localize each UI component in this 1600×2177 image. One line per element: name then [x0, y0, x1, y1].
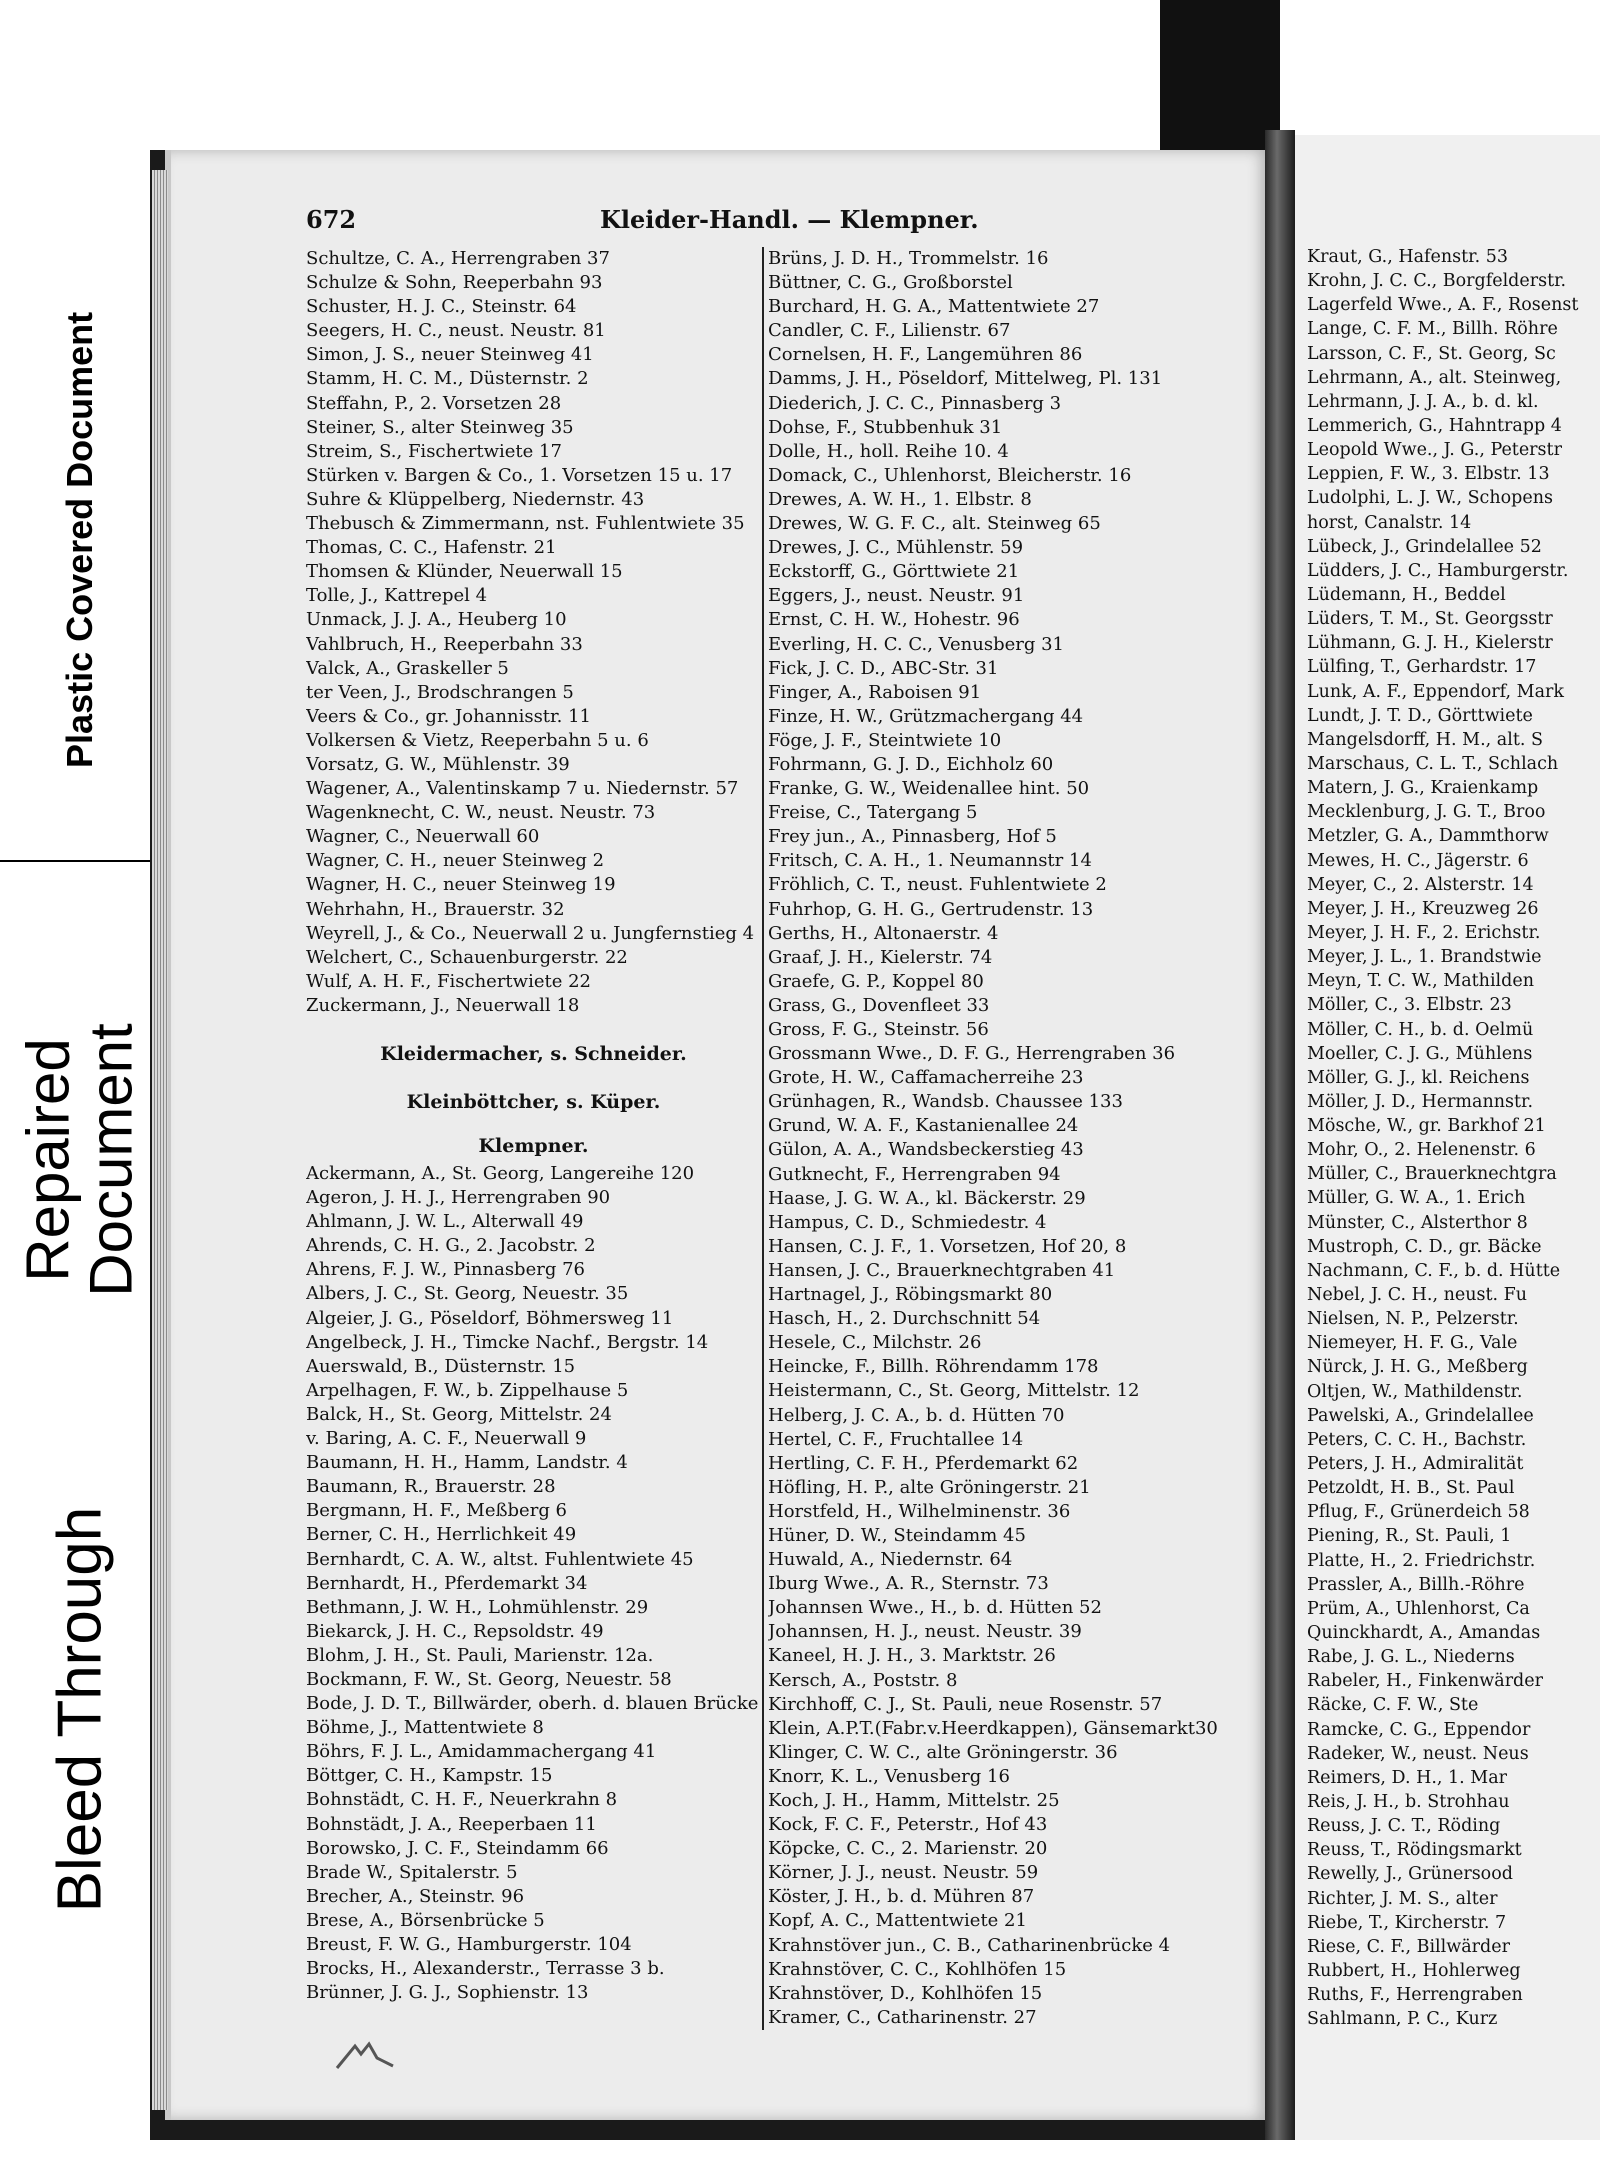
- directory-entry: Reuss, T., Rödingsmarkt: [1307, 1840, 1522, 1861]
- page-number: 672: [306, 205, 357, 234]
- entries-kleider: [306, 247, 761, 1018]
- directory-entry: Unmack, J. J. A., Heuberg 10: [306, 609, 567, 631]
- directory-entry: Huwald, A., Niedernstr. 64: [768, 1549, 1013, 1571]
- directory-entry: Lehrmann, J. J. A., b. d. kl.: [1307, 391, 1539, 412]
- directory-entry: Mohr, O., 2. Helenenstr. 6: [1307, 1140, 1536, 1161]
- bleed-through-text: Bleed Through: [45, 1507, 115, 1913]
- directory-entry: Brüns, J. D. H., Trommelstr. 16: [768, 248, 1049, 269]
- directory-entry: Kersch, A., Poststr. 8: [768, 1669, 958, 1691]
- directory-entry: Mecklenburg, J. G. T., Broo: [1307, 802, 1546, 823]
- directory-entry: Thebusch & Zimmermann, nst. Fuhlentwiete 35: [306, 513, 745, 535]
- repaired-line-1: Repaired: [15, 1038, 82, 1282]
- directory-entry: Pawelski, A., Grindelallee: [1307, 1405, 1534, 1426]
- directory-entry: Bernhardt, H., Pferdemarkt 34: [306, 1572, 588, 1594]
- directory-entry: Wagenknecht, C. W., neust. Neustr. 73: [306, 802, 656, 824]
- directory-entry: Balck, H., St. Georg, Mittelstr. 24: [306, 1403, 612, 1425]
- directory-entry: Lundt, J. T. D., Görttwiete: [1307, 705, 1533, 726]
- directory-entry: Riese, C. F., Billwärder: [1307, 1936, 1510, 1957]
- directory-entry: Frey jun., A., Pinnasberg, Hof 5: [768, 826, 1057, 848]
- directory-entry: Finze, H. W., Grützmachergang 44: [768, 705, 1084, 727]
- directory-entry: Sahlmann, P. C., Kurz: [1307, 2009, 1498, 2030]
- directory-entry: Ahlmann, J. W. L., Alterwall 49: [306, 1211, 584, 1233]
- directory-entry: Ackermann, A., St. Georg, Langereihe 120: [306, 1163, 695, 1184]
- directory-entry: Gutknecht, F., Herrengraben 94: [768, 1163, 1061, 1185]
- directory-entry: Meyer, J. H., Kreuzweg 26: [1307, 898, 1539, 919]
- directory-entry: Fröhlich, C. T., neust. Fuhlentwiete 2: [768, 874, 1107, 896]
- directory-entry: Fick, J. C. D., ABC-Str. 31: [768, 657, 999, 679]
- directory-entry: Leopold Wwe., J. G., Peterstr: [1307, 440, 1562, 461]
- scan-shadow-top: [1160, 0, 1280, 150]
- directory-entry: Müller, G. W. A., 1. Erich: [1307, 1188, 1526, 1209]
- plastic-covered-label: [0, 230, 160, 850]
- directory-entry: Biekarck, J. H. C., Repsoldstr. 49: [306, 1620, 604, 1642]
- directory-entry: Brocks, H., Alexanderstr., Terrasse 3 b.: [306, 1958, 665, 1980]
- directory-entry: Grote, H. W., Caffamacherreihe 23: [768, 1067, 1084, 1089]
- directory-entry: Schuster, H. J. C., Steinstr. 64: [306, 296, 577, 318]
- directory-entry: Möller, C., 3. Elbstr. 23: [1307, 995, 1512, 1016]
- directory-entry: Lagerfeld Wwe., A. F., Rosenst: [1307, 295, 1579, 316]
- repaired-document-label: [0, 960, 160, 1360]
- book-gutter: [1265, 130, 1295, 2140]
- directory-entry: Wulf, A. H. F., Fischertwiete 22: [306, 970, 591, 992]
- directory-entry: Meyn, T. C. W., Mathilden: [1307, 971, 1534, 992]
- directory-entry: Krahnstöver, C. C., Kohlhöfen 15: [768, 1958, 1067, 1980]
- directory-entry: Peters, J. H., Admiralität: [1307, 1454, 1524, 1475]
- directory-entry: Gross, F. G., Steinstr. 56: [768, 1019, 989, 1040]
- directory-entry: Larsson, C. F., St. Georg, Sc: [1307, 343, 1556, 364]
- directory-entry: Zuckermann, J., Neuerwall 18: [306, 994, 580, 1016]
- directory-entry: Mösche, W., gr. Barkhof 21: [1307, 1116, 1546, 1137]
- column-right: [1307, 245, 1600, 2031]
- directory-entry: Büttner, C. G., Großborstel: [768, 272, 1013, 294]
- directory-entry: Hampus, C. D., Schmiedestr. 4: [768, 1211, 1047, 1233]
- directory-entry: Auerswald, B., Düsternstr. 15: [306, 1355, 576, 1377]
- directory-entry: Everling, H. C. C., Venusberg 31: [768, 633, 1064, 655]
- directory-entry: Finger, A., Raboisen 91: [768, 681, 982, 703]
- directory-entry: Haase, J. G. W. A., kl. Bäckerstr. 29: [768, 1187, 1086, 1209]
- directory-entry: Kaneel, H. J. H., 3. Marktstr. 26: [768, 1645, 1056, 1667]
- directory-entry: Cornelsen, H. F., Langemühren 86: [768, 344, 1083, 366]
- directory-entry: Koch, J. H., Hamm, Mittelstr. 25: [768, 1790, 1060, 1811]
- directory-entry: Reuss, J. C. T., Röding: [1307, 1816, 1501, 1837]
- directory-entry: Pflug, F., Grünerdeich 58: [1307, 1502, 1530, 1523]
- directory-entry: Blohm, J. H., St. Pauli, Marienstr. 12a.: [306, 1644, 654, 1666]
- directory-entry: Welchert, C., Schauenburgerstr. 22: [306, 946, 628, 968]
- directory-entry: Riebe, T., Kircherstr. 7: [1307, 1912, 1507, 1933]
- directory-entry: Seegers, H. C., neust. Neustr. 81: [306, 320, 606, 342]
- directory-entry: Valck, A., Graskeller 5: [306, 657, 509, 679]
- directory-entry: Vorsatz, G. W., Mühlenstr. 39: [306, 753, 570, 775]
- directory-entry: Peters, C. C. H., Bachstr.: [1307, 1429, 1527, 1450]
- directory-entry: Weyrell, J., & Co., Neuerwall 2 u. Jungfernstieg 4: [306, 922, 755, 944]
- directory-entry: Heincke, F., Billh. Röhrendamm 178: [768, 1356, 1099, 1378]
- directory-entry: Bohnstädt, C. H. F., Neuerkrahn 8: [306, 1789, 618, 1811]
- directory-entry: Körner, J. J., neust. Neustr. 59: [768, 1862, 1039, 1884]
- directory-entry: Lülfing, T., Gerhardstr. 17: [1307, 657, 1537, 678]
- directory-entry: Wagner, H. C., neuer Steinweg 19: [306, 874, 616, 896]
- directory-entry: Kopf, A. C., Mattentwiete 21: [768, 1910, 1027, 1932]
- directory-entry: Nürck, J. H. G., Meßberg: [1307, 1357, 1528, 1378]
- directory-entry: Franke, G. W., Weidenallee hint. 50: [768, 778, 1090, 800]
- directory-entry: v. Baring, A. C. F., Neuerwall 9: [306, 1428, 587, 1450]
- directory-entry: Stürken v. Bargen & Co., 1. Vorsetzen 15 u. 17: [306, 464, 733, 486]
- directory-entry: Johannsen, H. J., neust. Neustr. 39: [768, 1621, 1082, 1643]
- directory-entry: Fuhrhop, G. H. G., Gertrudenstr. 13: [768, 898, 1094, 920]
- directory-entry: Drewes, W. G. F. C., alt. Steinweg 65: [768, 513, 1101, 535]
- directory-entry: Möller, G. J., kl. Reichens: [1307, 1067, 1530, 1088]
- section-kleidermacher: Kleidermacher, s. Schneider.: [380, 1043, 687, 1065]
- directory-entry: Prüm, A., Uhlenhorst, Ca: [1307, 1598, 1530, 1619]
- directory-entry: Nachmann, C. F., b. d. Hütte: [1307, 1260, 1561, 1281]
- directory-entry: Veers & Co., gr. Johannisstr. 11: [306, 705, 592, 727]
- directory-entry: Thomas, C. C., Hafenstr. 21: [306, 537, 557, 559]
- directory-entry: Metzler, G. A., Dammthorw: [1307, 826, 1549, 847]
- directory-entry: Nielsen, N. P., Pelzerstr.: [1307, 1309, 1519, 1330]
- entries-klempner-c: [1307, 245, 1600, 2031]
- directory-entry: Damms, J. H., Pöseldorf, Mittelweg, Pl. 131: [768, 368, 1163, 390]
- directory-entry: Ramcke, C. G., Eppendor: [1307, 1719, 1531, 1740]
- entries-klempner-a: [306, 1162, 761, 2005]
- directory-entry: Rubbert, H., Hohlerweg: [1307, 1960, 1521, 1981]
- directory-entry: Nebel, J. C. H., neust. Fu: [1307, 1285, 1528, 1306]
- directory-entry: Fohrmann, G. J. D., Eichholz 60: [768, 753, 1054, 775]
- directory-entry: Bode, J. D. T., Billwärder, oberh. d. blauen Brücke: [306, 1693, 759, 1715]
- directory-entry: Stamm, H. C. M., Düsternstr. 2: [306, 368, 589, 390]
- directory-entry: Böhme, J., Mattentwiete 8: [306, 1717, 544, 1739]
- directory-entry: horst, Canalstr. 14: [1307, 512, 1472, 533]
- directory-entry: Volkersen & Vietz, Reeperbahn 5 u. 6: [306, 729, 649, 751]
- directory-entry: Richter, J. M. S., alter: [1307, 1888, 1498, 1909]
- directory-entry: Wagener, A., Valentinskamp 7 u. Niedernstr. 57: [306, 778, 739, 800]
- directory-entry: Hesele, C., Milchstr. 26: [768, 1332, 982, 1354]
- directory-entry: Köpcke, C. C., 2. Marienstr. 20: [768, 1838, 1048, 1860]
- directory-entry: Prassler, A., Billh.-Röhre: [1307, 1574, 1525, 1595]
- directory-entry: Ernst, C. H. W., Hohestr. 96: [768, 609, 1020, 631]
- directory-entry: Lühmann, G. J. H., Kielerstr: [1307, 633, 1553, 654]
- directory-entry: Krohn, J. C. C., Borgfelderstr.: [1307, 271, 1567, 292]
- directory-entry: Piening, R., St. Pauli, 1: [1307, 1526, 1512, 1547]
- directory-entry: Drewes, J. C., Mühlenstr. 59: [768, 537, 1024, 559]
- directory-entry: Burchard, H. G. A., Mattentwiete 27: [768, 296, 1100, 318]
- directory-entry: Rabeler, H., Finkenwärder: [1307, 1671, 1543, 1692]
- directory-entry: Möller, J. D., Hermannstr.: [1307, 1091, 1534, 1112]
- directory-entry: Möller, C. H., b. d. Oelmü: [1307, 1019, 1534, 1040]
- directory-entry: Baumann, H. H., Hamm, Landstr. 4: [306, 1452, 628, 1474]
- directory-entry: Lübeck, J., Grindelallee 52: [1307, 536, 1542, 557]
- directory-entry: Brese, A., Börsenbrücke 5: [306, 1909, 545, 1931]
- directory-entry: Bethmann, J. W. H., Lohmühlenstr. 29: [306, 1596, 649, 1618]
- directory-entry: Hertel, C. F., Fruchtallee 14: [768, 1428, 1024, 1450]
- directory-entry: Räcke, C. F. W., Ste: [1307, 1695, 1479, 1716]
- directory-entry: Matern, J. G., Kraienkamp: [1307, 778, 1539, 799]
- directory-entry: Radeker, W., neust. Neus: [1307, 1743, 1529, 1764]
- directory-entry: Iburg Wwe., A. R., Sternstr. 73: [768, 1573, 1049, 1595]
- directory-entry: Klein, A.P.T.(Fabr.v.Heerdkappen), Gänsemarkt30: [768, 1717, 1218, 1739]
- directory-entry: Petzoldt, H. B., St. Paul: [1307, 1478, 1515, 1499]
- directory-entry: Eggers, J., neust. Neustr. 91: [768, 585, 1025, 607]
- directory-entry: Reis, J. H., b. Strohhau: [1307, 1792, 1510, 1812]
- directory-entry: Steffahn, P., 2. Vorsetzen 28: [306, 392, 562, 414]
- directory-entry: Fritsch, C. A. H., 1. Neumannstr 14: [768, 850, 1092, 872]
- directory-entry: Kirchhoff, C. J., St. Pauli, neue Rosenstr. 57: [768, 1693, 1163, 1715]
- directory-entry: Lüdemann, H., Beddel: [1307, 584, 1506, 605]
- directory-entry: Oltjen, W., Mathildenstr.: [1307, 1381, 1523, 1402]
- column-left: [306, 247, 761, 2005]
- directory-entry: Ludolphi, L. J. W., Schopens: [1307, 488, 1553, 509]
- directory-entry: Berner, C. H., Herrlichkeit 49: [306, 1524, 577, 1546]
- directory-entry: Bernhardt, C. A. W., altst. Fuhlentwiete 45: [306, 1548, 694, 1570]
- directory-entry: Angelbeck, J. H., Timcke Nachf., Bergstr. 14: [306, 1331, 709, 1353]
- directory-entry: Thomsen & Klünder, Neuerwall 15: [306, 561, 623, 583]
- directory-entry: Freise, C., Tatergang 5: [768, 802, 978, 824]
- directory-entry: Dohse, F., Stubbenhuk 31: [768, 416, 1003, 438]
- directory-entry: Ahrends, C. H. G., 2. Jacobstr. 2: [306, 1235, 596, 1257]
- directory-entry: Wehrhahn, H., Brauerstr. 32: [306, 898, 565, 920]
- directory-entry: Suhre & Klüppelberg, Niedernstr. 43: [306, 488, 645, 510]
- directory-entry: Hartnagel, J., Röbingsmarkt 80: [768, 1284, 1053, 1306]
- directory-entry: Schulze & Sohn, Reeperbahn 93: [306, 272, 603, 294]
- directory-entry: Dolle, H., holl. Reihe 10. 4: [768, 440, 1009, 462]
- directory-entry: Domack, C., Uhlenhorst, Bleicherstr. 16: [768, 464, 1132, 486]
- directory-entry: Heistermann, C., St. Georg, Mittelstr. 12: [768, 1380, 1140, 1402]
- directory-entry: Baumann, R., Brauerstr. 28: [306, 1476, 556, 1498]
- directory-entry: Meyer, J. H. F., 2. Erichstr.: [1307, 922, 1541, 943]
- directory-entry: Knorr, K. L., Venusberg 16: [768, 1765, 1010, 1787]
- directory-entry: Grass, G., Dovenfleet 33: [768, 994, 990, 1016]
- directory-entry: Hansen, J. C., Brauerknechtgraben 41: [768, 1259, 1116, 1281]
- directory-entry: Candler, C. F., Lilienstr. 67: [768, 320, 1011, 342]
- directory-entry: Ageron, J. H. J., Herrengraben 90: [306, 1187, 611, 1209]
- directory-entry: Simon, J. S., neuer Steinweg 41: [306, 344, 594, 366]
- directory-entry: Lange, C. F. M., Billh. Röhre: [1307, 319, 1558, 340]
- directory-entry: Diederich, J. C. C., Pinnasberg 3: [768, 392, 1062, 414]
- directory-entry: Borowsko, J. C. F., Steindamm 66: [306, 1837, 609, 1859]
- directory-entry: Höfling, H. P., alte Gröningerstr. 21: [768, 1476, 1091, 1498]
- directory-entry: Böhrs, F. J. L., Amidammachergang 41: [306, 1741, 657, 1763]
- directory-entry: Tolle, J., Kattrepel 4: [306, 585, 488, 607]
- directory-entry: Ahrens, F. J. W., Pinnasberg 76: [306, 1259, 585, 1281]
- entries-klempner-b: [768, 247, 1228, 2030]
- directory-entry: Mewes, H. C., Jägerstr. 6: [1307, 850, 1529, 871]
- page-header: Kleider-Handl. — Klempner.: [600, 205, 979, 234]
- directory-entry: Meyer, J. L., 1. Brandstwie: [1307, 947, 1542, 968]
- directory-entry: Steiner, S., alter Steinweg 35: [306, 416, 574, 438]
- right-page: [1295, 135, 1600, 2140]
- directory-entry: Moeller, C. J. G., Mühlens: [1307, 1043, 1533, 1064]
- directory-entry: Johannsen Wwe., H., b. d. Hütten 52: [768, 1597, 1102, 1619]
- directory-entry: Ruths, F., Herrengraben: [1307, 1985, 1523, 2006]
- directory-entry: Grund, W. A. F., Kastanienallee 24: [768, 1115, 1079, 1137]
- directory-entry: Münster, C., Alsterthor 8: [1307, 1212, 1528, 1233]
- directory-entry: Föge, J. F., Steintwiete 10: [768, 729, 1002, 751]
- directory-entry: Klinger, C. W. C., alte Gröningerstr. 36: [768, 1741, 1118, 1763]
- directory-entry: Lüders, T. M., St. Georgsstr: [1307, 609, 1553, 630]
- directory-entry: Grossmann Wwe., D. F. G., Herrengraben 36: [768, 1043, 1176, 1065]
- directory-entry: Meyer, C., 2. Alsterstr. 14: [1307, 874, 1534, 895]
- repaired-text: [17, 1023, 143, 1296]
- directory-entry: Arpelhagen, F. W., b. Zippelhause 5: [306, 1379, 629, 1401]
- directory-entry: Kramer, C., Catharinenstr. 27: [768, 2006, 1037, 2028]
- directory-entry: Graefe, G. P., Koppel 80: [768, 970, 984, 992]
- directory-entry: Schultze, C. A., Herrengraben 37: [306, 248, 610, 269]
- directory-entry: Krahnstöver jun., C. B., Catharinenbrücke 4: [768, 1934, 1171, 1956]
- repaired-line-2: Document: [78, 1023, 145, 1297]
- directory-entry: Drewes, A. W. H., 1. Elbstr. 8: [768, 488, 1032, 510]
- directory-entry: Breust, F. W. G., Hamburgerstr. 104: [306, 1934, 632, 1955]
- directory-entry: Wagner, C., Neuerwall 60: [306, 826, 540, 848]
- directory-entry: Lehrmann, A., alt. Steinweg,: [1307, 367, 1562, 388]
- directory-entry: Brünner, J. G. J., Sophienstr. 13: [306, 1982, 589, 2004]
- directory-entry: Platte, H., 2. Friedrichstr.: [1307, 1550, 1536, 1571]
- directory-entry: Lunk, A. F., Eppendorf, Mark: [1307, 681, 1564, 702]
- directory-entry: Grünhagen, R., Wandsb. Chaussee 133: [768, 1091, 1123, 1113]
- directory-entry: Böttger, C. H., Kampstr. 15: [306, 1765, 553, 1787]
- directory-entry: Marschaus, C. L. T., Schlach: [1307, 753, 1559, 774]
- bleed-through-label: [0, 1430, 160, 1990]
- directory-entry: Wagner, C. H., neuer Steinweg 2: [306, 850, 605, 872]
- directory-entry: Graaf, J. H., Kielerstr. 74: [768, 946, 993, 968]
- directory-entry: Hansen, C. J. F., 1. Vorsetzen, Hof 20, 8: [768, 1235, 1127, 1257]
- directory-entry: Vahlbruch, H., Reeperbahn 33: [306, 633, 583, 655]
- directory-entry: Leppien, F. W., 3. Elbstr. 13: [1307, 464, 1550, 485]
- directory-entry: Reimers, D. H., 1. Mar: [1307, 1767, 1508, 1788]
- directory-entry: Rewelly, J., Grünersood: [1307, 1864, 1513, 1885]
- directory-entry: Krahnstöver, D., Kohlhöfen 15: [768, 1982, 1043, 2004]
- directory-entry: Albers, J. C., St. Georg, Neuestr. 35: [306, 1283, 629, 1305]
- section-klempner: Klempner.: [478, 1135, 589, 1157]
- section-kleinboettcher: Kleinböttcher, s. Küper.: [406, 1091, 661, 1113]
- spacer: [306, 1018, 761, 1030]
- directory-entry: Streim, S., Fischertwiete 17: [306, 440, 562, 462]
- directory-entry: Bohnstädt, J. A., Reeperbaen 11: [306, 1813, 597, 1835]
- directory-entry: Lüdders, J. C., Hamburgerstr.: [1307, 560, 1569, 581]
- page-edge: [152, 170, 168, 2110]
- directory-entry: Niemeyer, H. F. G., Vale: [1307, 1333, 1518, 1354]
- directory-entry: Quinckhardt, A., Amandas: [1307, 1623, 1541, 1644]
- directory-entry: Bockmann, F. W., St. Georg, Neuestr. 58: [306, 1668, 672, 1690]
- directory-entry: Helberg, J. C. A., b. d. Hütten 70: [768, 1404, 1065, 1426]
- directory-entry: Köster, J. H., b. d. Mühren 87: [768, 1886, 1035, 1908]
- directory-entry: Eckstorff, G., Görttwiete 21: [768, 561, 1020, 583]
- directory-entry: Rabe, J. G. L., Niederns: [1307, 1647, 1515, 1668]
- directory-entry: Mangelsdorff, H. M., alt. S: [1307, 729, 1543, 750]
- column-middle: [762, 247, 1228, 2030]
- directory-entry: Mustroph, C. D., gr. Bäcke: [1307, 1236, 1542, 1257]
- directory-entry: Gerths, H., Altonaerstr. 4: [768, 922, 999, 944]
- directory-entry: Horstfeld, H., Wilhelminenstr. 36: [768, 1500, 1071, 1522]
- directory-entry: Hasch, H., 2. Durchschnitt 54: [768, 1308, 1041, 1330]
- directory-entry: ter Veen, J., Brodschrangen 5: [306, 681, 574, 703]
- directory-entry: Gülon, A. A., Wandsbeckerstieg 43: [768, 1139, 1084, 1161]
- plastic-covered-text: Plastic Covered Document: [59, 311, 101, 769]
- directory-entry: Müller, C., Brauerknechtgra: [1307, 1164, 1557, 1185]
- torn-corner-mark: [335, 2040, 395, 2070]
- directory-entry: Lemmerich, G., Hahntrapp 4: [1307, 415, 1562, 436]
- directory-entry: Algeier, J. G., Pöseldorf, Böhmersweg 11: [306, 1307, 674, 1329]
- directory-entry: Brecher, A., Steinstr. 96: [306, 1885, 525, 1907]
- directory-entry: Bergmann, H. F., Meßberg 6: [306, 1500, 568, 1522]
- directory-entry: Hüner, D. W., Steindamm 45: [768, 1524, 1026, 1546]
- directory-entry: Kraut, G., Hafenstr. 53: [1307, 247, 1508, 267]
- directory-entry: Hertling, C. F. H., Pferdemarkt 62: [768, 1452, 1079, 1474]
- directory-entry: Brade W., Spitalerstr. 5: [306, 1861, 518, 1883]
- directory-entry: Kock, F. C. F., Peterstr., Hof 43: [768, 1814, 1048, 1836]
